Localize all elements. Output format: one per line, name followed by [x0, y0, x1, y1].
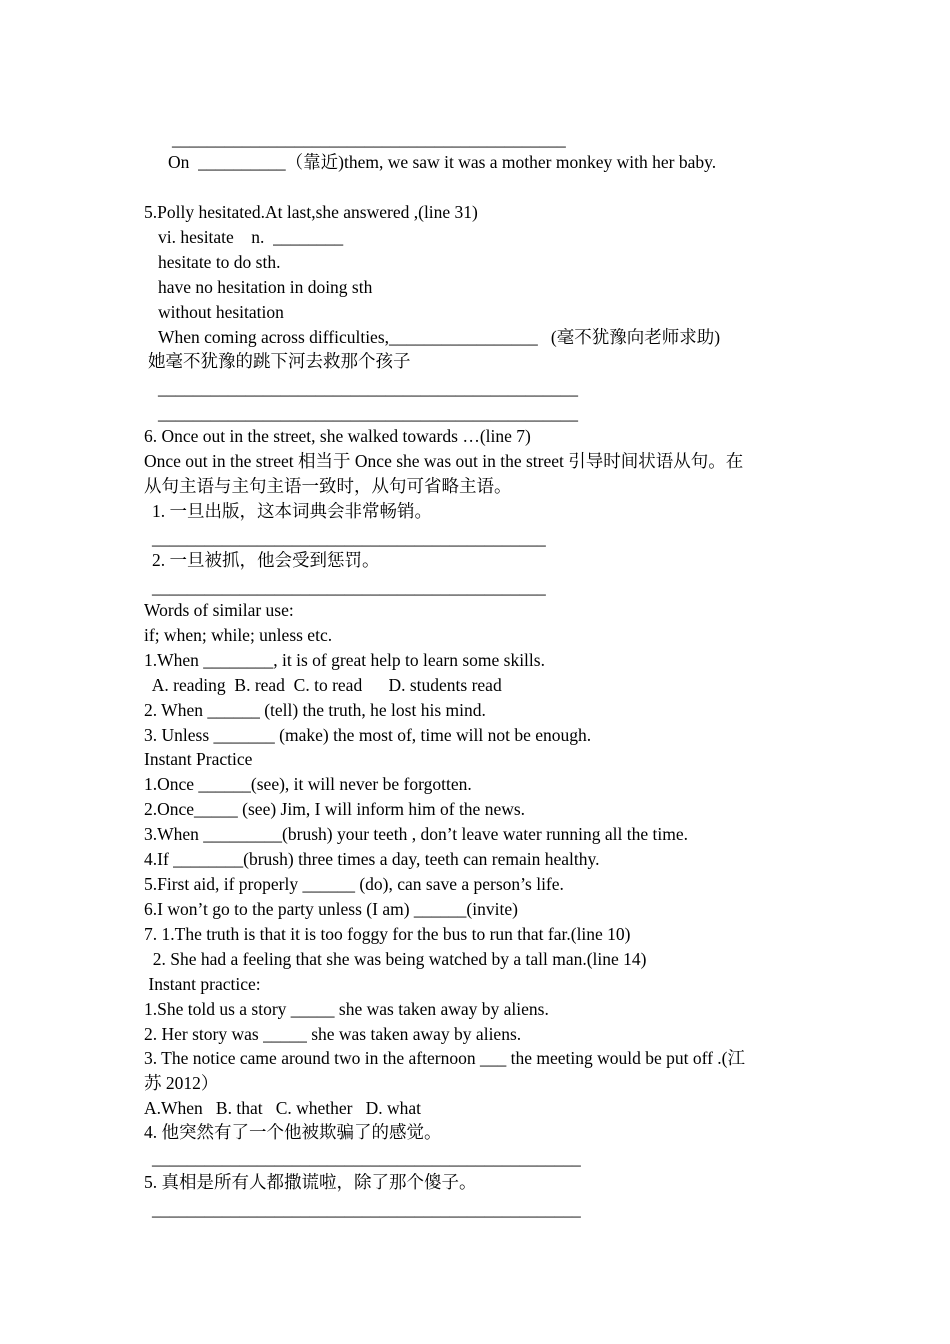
q7-item: 3. The notice came around two in the afternoon ___ the meeting would be put off .(江: [144, 1048, 745, 1068]
practice-item: 2.Once_____ (see) Jim, I will inform him of the news.: [144, 799, 526, 819]
q7-item-options: A.When B. that C. whether D. what: [144, 1098, 422, 1118]
instant-practice-heading: Instant practice:: [144, 974, 261, 994]
answer-line: _____________________________________________: [152, 577, 546, 597]
q5-item: without hesitation: [158, 302, 284, 322]
similar-item: 2. When ______ (tell) the truth, he lost his mind.: [144, 700, 486, 720]
similar-words-list: if; when; while; unless etc.: [144, 625, 333, 645]
similar-item: 1.When ________, it is of great help to learn some skills.: [144, 650, 545, 670]
answer-line: ________________________________________________: [158, 403, 578, 423]
answer-line: _____________________________________________: [172, 129, 566, 149]
question-6-title: 6. Once out in the street, she walked towards …(line 7): [144, 426, 531, 446]
q5-item: have no hesitation in doing sth: [158, 277, 373, 297]
answer-line: _________________________________________________: [152, 1148, 581, 1168]
question-5-title: 5.Polly hesitated.At last,she answered ,(line 31): [144, 202, 478, 222]
q5-item: When coming across difficulties,_________________ (毫不犹豫向老师求助): [158, 327, 721, 347]
q7-item: 苏 2012）: [144, 1073, 219, 1093]
similar-item: 3. Unless _______ (make) the most of, time will not be enough.: [144, 725, 592, 745]
instant-practice-heading: Instant Practice: [144, 749, 253, 769]
q7-item: 4. 他突然有了一个他被欺骗了的感觉。: [144, 1122, 442, 1142]
answer-line: _____________________________________________: [152, 528, 546, 548]
answer-line: _________________________________________________: [152, 1199, 581, 1219]
q6-explanation: 从句主语与主句主语一致时，从句可省略主语。: [144, 476, 512, 496]
q5-item: hesitate to do sth.: [158, 252, 281, 272]
practice-item: 4.If ________(brush) three times a day, teeth can remain healthy.: [144, 849, 600, 869]
practice-item: 5.First aid, if properly ______ (do), can save a person’s life.: [144, 874, 564, 894]
on-sentence: On __________（靠近)them, we saw it was a mother monkey with her baby.: [168, 152, 717, 172]
practice-item: 3.When _________(brush) your teeth , don’t leave water running all the time.: [144, 824, 688, 844]
q7-item: 1.She told us a story _____ she was taken away by aliens.: [144, 999, 549, 1019]
practice-item: 6.I won’t go to the party unless (I am) ______(invite): [144, 899, 518, 919]
q7-item: 5. 真相是所有人都撒谎啦，除了那个傻子。: [144, 1172, 477, 1192]
q7-item: 2. Her story was _____ she was taken away by aliens.: [144, 1024, 522, 1044]
q6-explanation: Once out in the street 相当于 Once she was out in the street 引导时间状语从句。在: [144, 451, 744, 471]
question-7-line: 2. She had a feeling that she was being watched by a tall man.(line 14): [144, 949, 647, 969]
q5-item: vi. hesitate n. ________: [158, 227, 344, 247]
q5-chinese-prompt: 她毫不犹豫的跳下河去救那个孩子: [148, 351, 411, 371]
answer-line: ________________________________________________: [158, 378, 578, 398]
q6-exercise: 1. 一旦出版，这本词典会非常畅销。: [152, 501, 432, 521]
similar-item-options: A. reading B. read C. to read D. students read: [144, 675, 502, 695]
practice-item: 1.Once ______(see), it will never be forgotten.: [144, 774, 472, 794]
similar-words-heading: Words of similar use:: [144, 600, 294, 620]
question-7-line: 7. 1.The truth is that it is too foggy for the bus to run that far.(line 10): [144, 924, 631, 944]
q6-exercise: 2. 一旦被抓，他会受到惩罚。: [152, 550, 380, 570]
